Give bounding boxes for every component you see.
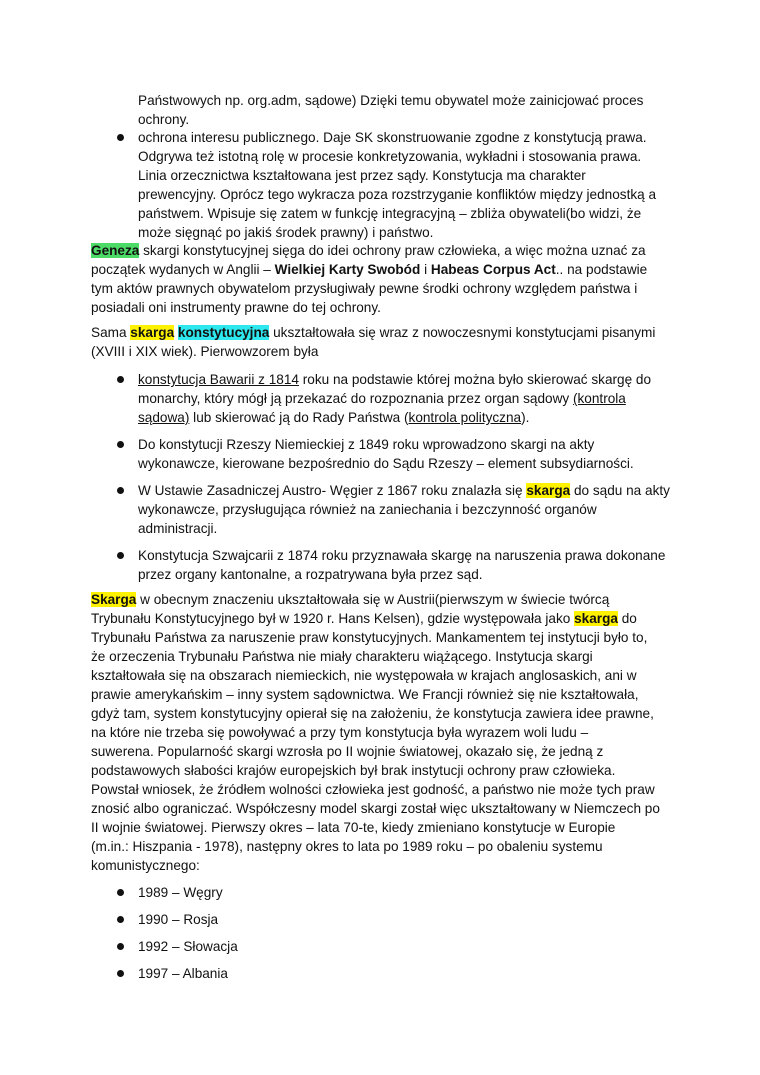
text-line: II wojnie światowej. Pierwszy okres – lata 70-te, kiedy zmieniano konstytucje w Europie [91,820,616,835]
text-line [91,610,637,628]
text-line [138,390,626,408]
text-line: ochrony. [138,112,190,127]
text-line: administracji. [138,521,218,536]
text-span: monarchy, który mógł ją przekazać do rozpoznania przez organ sądowy [138,391,573,406]
text-span: i [420,262,431,277]
text-line [138,371,651,389]
bullet-icon [117,441,124,448]
highlight-skarga: Skarga [91,592,137,607]
text-line: podstawowych słabości krajów europejskich był brak instytucji ochrony praw człowieka. [91,763,616,778]
text-line: Do konstytucji Rzeszy Niemieckiej z 1849 roku wprowadzono skargi na akty [138,437,595,452]
bullet-icon [117,487,124,494]
text-line: wykonawcze, przysługująca również na zaniechania i bezczynność organów [138,502,597,517]
text-span: skargi konstytucyjnej sięga do idei ochrony praw człowieka, a więc można uznać za [139,243,646,258]
text-line: przez organy kantonalne, a rozpatrywana była przez sąd. [138,567,483,582]
text-span: lub skierować ją do Rady Państwa ( [189,410,409,425]
bullet-icon [117,552,124,559]
text-span: ukształtowała się wraz z nowoczesnymi konstytucjami pisanymi [269,325,656,340]
underlined-text: sądowa) [138,410,190,425]
list-item: 1992 – Słowacja [138,939,238,954]
text-line: może sięgnąć po jakiś środek prawny) i państwo. [138,225,434,240]
underlined-text: (kontrola [572,391,626,406]
text-line: na które nie trzeba się powoływać a przy tym konstytucja była wyrazem woli ludu – [91,725,589,740]
bullet-icon [117,376,124,383]
bold-text: Habeas Corpus Act [430,262,556,277]
text-line: Odgrywa też istotną rolę w procesie konkretyzowania, wykładni i stosowania prawa. [138,149,642,164]
highlight-konstytucyjna: konstytucyjna [177,325,270,340]
text-line: prawie amerykańskim – inny system sądownictwa. We Francji również się nie kształtowała, [91,687,639,702]
text-span: do sądu na akty [570,483,670,498]
underlined-text: kontrola polityczna [408,410,522,425]
text-line: komunistycznego: [91,858,200,873]
text-line: Powstał wniosek, że źródłem wolności człowieka jest godność, a państwo nie może tych praw [91,782,655,797]
text-line [138,409,529,427]
text-line: państwem. Wpisuje się zatem w funkcję integracyjną – zbliża obywateli(bo widzi, że [138,206,642,221]
text-span: roku na podstawie której można było skierować skargę do [298,372,652,387]
text-span: Trybunału Konstytucyjnego był w 1920 r. Hans Kelsen), gdzie występowała jako [91,611,575,626]
list-item: 1990 – Rosja [138,912,219,927]
list-item: 1989 – Węgry [138,885,223,900]
text-line: Konstytucja Szwajcarii z 1874 roku przyznawała skargę na naruszenia prawa dokonane [138,548,666,563]
bullet-icon [117,134,124,141]
highlight-skarga: skarga [574,611,618,626]
text-line: posiadali oni instrumenty prawne do tej ochrony. [91,300,381,315]
text-line [91,591,609,609]
text-line: ochrona interesu publicznego. Daje SK skonstruowanie zgodne z konstytucją prawa. [138,130,647,145]
text-line [138,482,670,500]
text-line [91,242,646,260]
text-line: kształtowała się na obszarach niemieckich, nie występowała w krajach anglosaskich, ani w [91,668,637,683]
text-line: gdyż tam, system konstytucyjny opierał się na założeniu, że konstytucja zawiera idee prawne, [91,706,654,721]
text-line: znosić albo ograniczać. Współczesny model skargi został więc ukształtowany w Niemczech po [91,801,660,816]
text-line: (XVIII i XIX wiek). Pierwowzorem była [91,344,319,359]
text-span: W Ustawie Zasadniczej Austro- Węgier z 1867 roku znalazła się [138,483,527,498]
bold-text: Wielkiej Karty Swobód [274,262,421,277]
text-line: (m.in.: Hiszpania - 1978), następny okres to lata po 1989 roku – po obaleniu systemu [91,839,603,854]
bullet-icon [117,970,124,977]
text-line [91,261,647,279]
text-span: ). [521,410,530,425]
list-item: 1997 – Albania [138,966,228,981]
text-span: w obecnym znaczeniu ukształtowała się w Austrii(pierwszym w świecie twórcą [136,592,610,607]
text-line: suwerena. Popularność skargi wzrosła po II wojnie światowej, okazało się, że jedną z [91,744,604,759]
text-line [91,324,655,342]
text-span: początek wydanych w Anglii – [91,262,275,277]
text-line: tym aktów prawnych obywatelom przysługiwały pewne środki ochrony względem państwa i [91,281,638,296]
text-line: Państwowych np. org.adm, sądowe) Dzięki temu obywatel może zainicjować proces [138,93,644,108]
bullet-icon [117,916,124,923]
bullet-icon [117,889,124,896]
highlight-skarga: skarga [526,483,571,498]
highlight-geneza: Geneza [91,243,140,258]
bullet-icon [117,943,124,950]
underlined-text: konstytucja Bawarii z 1814 [138,372,299,387]
text-line: Linia orzecznictwa kształtowana jest przez sądy. Konstytucja ma charakter [138,168,586,183]
highlight-skarga: skarga [130,325,175,340]
text-span: .. na podstawie [555,262,648,277]
text-line: że orzeczenia Trybunału Państwa nie miały charakteru wiążącego. Instytucja skargi [91,649,593,664]
text-line: wykonawcze, kierowane bezpośrednio do Sądu Rzeszy – element subsydiarności. [138,456,634,471]
text-line: prewencyjny. Oprócz tego wykracza poza rozstrzyganie konfliktów między jednostką a [138,187,657,202]
text-span: do [617,611,637,626]
text-line: Trybunału Państwa za naruszenie praw konstytucyjnych. Mankamentem tej instytucji było to, [91,630,648,645]
text-span: Sama [91,325,131,340]
